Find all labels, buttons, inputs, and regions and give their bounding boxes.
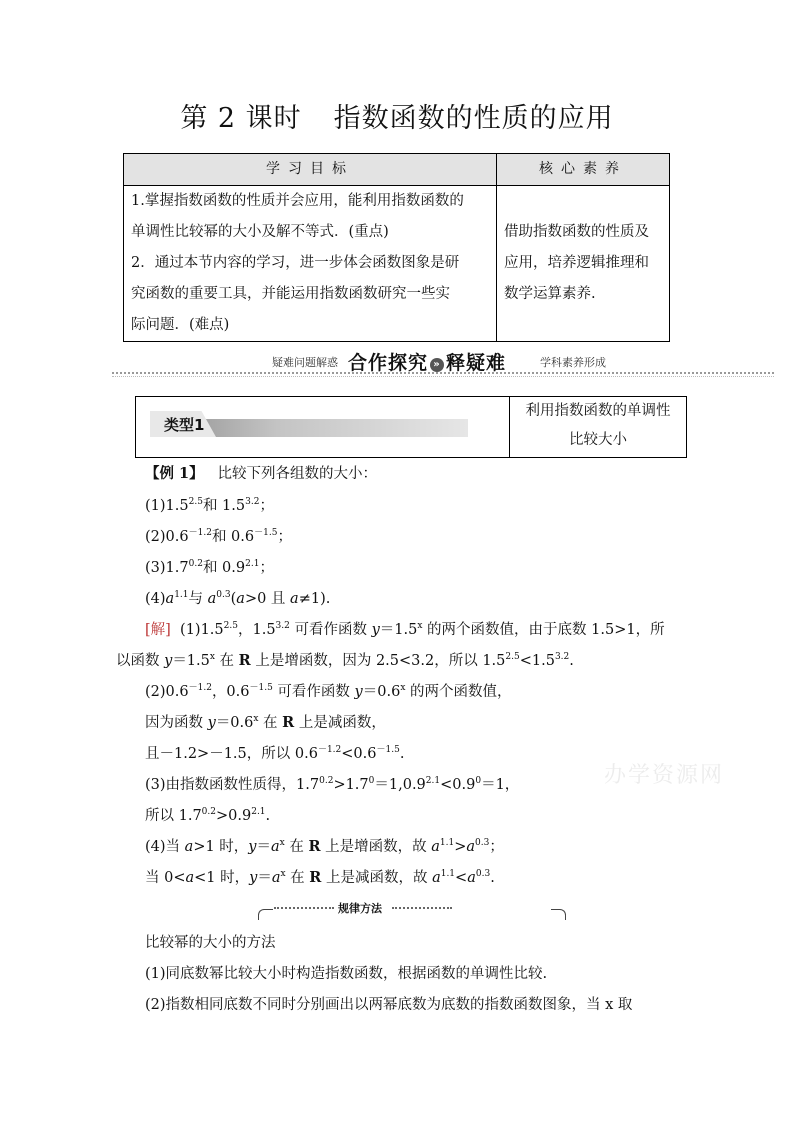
literacy-cell [497, 186, 670, 342]
type-topic [510, 397, 686, 455]
solution-line: 因为函数 $y=0.6^x$ 在 R 上是减函数， [145, 714, 386, 731]
example-heading [145, 462, 377, 483]
goal-line: 究函数的重要工具，并能运用指数函数研究一些实 [131, 286, 450, 302]
example-prompt: 比较下列各组数的大小： [217, 466, 377, 482]
table-header-row [124, 154, 670, 186]
rule-label: 规律方法 [338, 902, 382, 915]
goal-line: 单调性比较幂的大小及解不等式．(重点) [131, 224, 389, 240]
banner-right-text: 学科素养形成 [540, 356, 606, 369]
solution-line: 且－1.2>－1.5，所以 $0.6^{-1.2}<0.6^{-1.5}$. [145, 745, 405, 762]
literacy-line: 借助指数函数的性质及 [504, 224, 649, 240]
literacy-line: 数学运算素养. [504, 286, 596, 302]
type-box [135, 396, 687, 458]
goals-cell [124, 186, 497, 342]
solution-line: [解] $(1)1.5^{2.5}$，$1.5^{3.2}$ 可看作函数 $y=1.5^x$ 的两个函数值，由于底数 1.5>1，所 [145, 621, 665, 638]
lesson-topic: 指数函数的性质的应用 [333, 103, 614, 134]
example-item-4: $(4)a^{1.1}$与 $a^{0.3}(a>0$ 且 a≠1). [145, 590, 331, 607]
solution-line: $(2)0.6^{-1.2}$，$0.6^{-1.5}$ 可看作函数 $y=0.6^x$ 的两个函数值， [145, 683, 512, 700]
method-line: (1)同底数幂比较大小时构造指数函数，根据函数的单调性比较. [145, 966, 548, 982]
solution-line: 以函数 $y=1.5^x$ 在 R 上是增函数，因为 2.5<3.2，所以 $1.5^{2.5}<1.5^{3.2}$. [116, 652, 574, 669]
double-arrow-icon: » [430, 358, 444, 372]
bracket-right [551, 909, 566, 920]
learning-goals-table [123, 153, 670, 342]
example-item-1: $(1)1.5^{2.5}$和 $1.5^{3.2}$； [145, 497, 274, 514]
solution-line: 所以 $1.7^{0.2}>0.9^{2.1}$. [145, 807, 271, 824]
example-label: 【例 1】 [145, 465, 204, 482]
solution-line: 当 0<a<1 时，$y=a^x$ 在 R 上是减函数，故 $a^{1.1}<a^{0.3}$. [145, 869, 495, 886]
table-body-row [124, 186, 670, 342]
type-topic-line: 利用指数函数的单调性 [525, 403, 671, 419]
bracket-left [258, 909, 273, 920]
header-goals: 学习目标 [124, 154, 497, 186]
watermark: 办学资源网 [604, 763, 725, 788]
banner-heading [348, 348, 506, 375]
banner-heading-part2: 释疑难 [446, 352, 507, 374]
example-item-3: $(3)1.7^{0.2}$和 $0.9^{2.1}$； [145, 559, 274, 576]
rule-method-box [258, 901, 566, 919]
type-tag: 类型1 [164, 416, 205, 434]
literacy-line: 应用，培养逻辑推理和 [504, 255, 649, 271]
lesson-number: 第 2 课时 [180, 103, 302, 134]
example-item-2: $(2)0.6^{-1.2}$和 $0.6^{-1.5}$； [145, 528, 292, 545]
goal-line: 2．通过本节内容的学习，进一步体会函数图象是研 [131, 255, 460, 271]
solution-line: (3)由指数函数性质得，$1.7^{0.2}>1.7^0=1,0.9^{2.1}<0.9^0=1$， [145, 776, 520, 793]
page-title [0, 96, 794, 135]
type-topic-line: 比较大小 [569, 432, 627, 448]
section-banner [112, 348, 774, 378]
banner-dotted-rule [112, 376, 774, 377]
solution-line: (4)当 a>1 时，$y=a^x$ 在 R 上是增函数，故 $a^{1.1}>a^{0.3}$； [145, 838, 504, 855]
dotted-rule [392, 907, 452, 909]
header-literacy: 核心素养 [497, 154, 670, 186]
method-title: 比较幂的大小的方法 [145, 935, 276, 951]
method-line: (2)指数相同底数不同时分别画出以两幂底数为底数的指数函数图象，当 x 取 [145, 997, 633, 1013]
banner-left-text: 疑难问题解惑 [272, 356, 338, 369]
banner-heading-part1: 合作探究 [348, 352, 429, 374]
goal-line: 际问题．(难点) [131, 317, 230, 333]
dotted-rule [274, 907, 334, 909]
goal-line: 1.掌握指数函数的性质并会应用，能利用指数函数的 [131, 193, 464, 209]
